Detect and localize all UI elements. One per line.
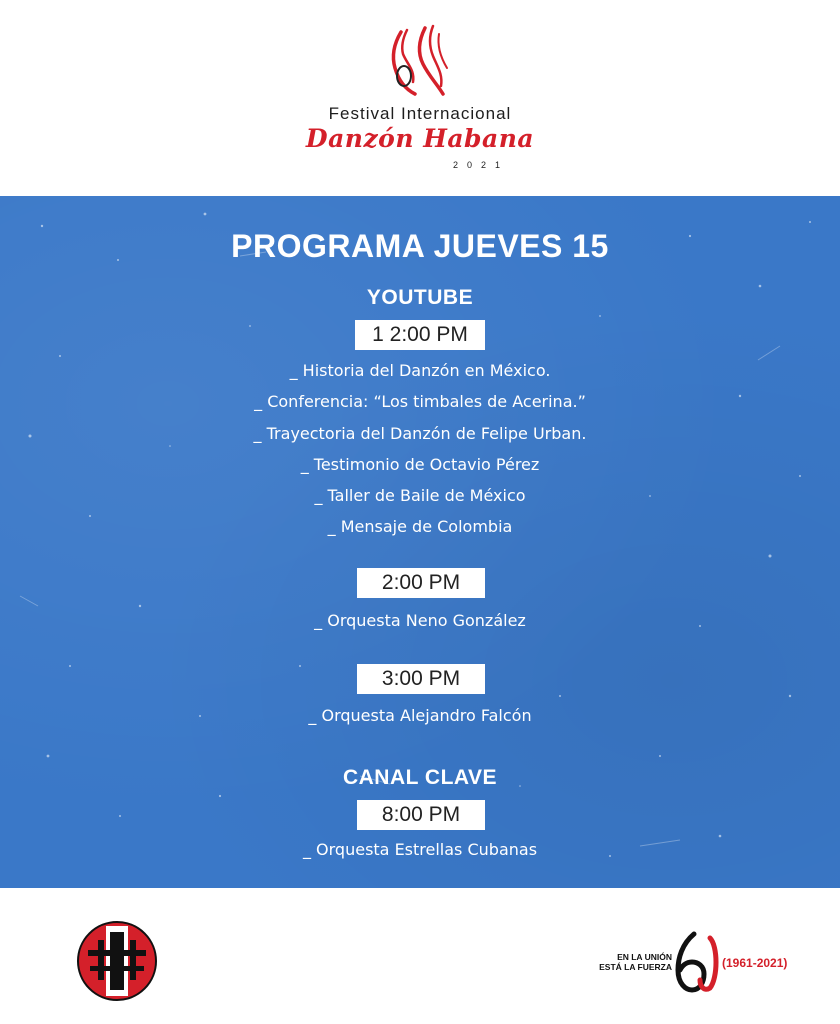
list-item: _ Orquesta Neno González: [314, 611, 526, 630]
list-item: _ Historia del Danzón en México.: [289, 361, 551, 380]
list-item: _ Orquesta Estrellas Cubanas: [302, 840, 538, 859]
festival-name-line2: Danzón Habana: [305, 124, 535, 153]
festival-year: 2021: [453, 160, 510, 170]
anniversary-years: (1961-2021): [722, 956, 788, 970]
festival-name-line1: Festival Internacional: [328, 104, 512, 123]
organization-logo-icon: [76, 920, 158, 1002]
header: [0, 0, 840, 196]
channel-youtube: YOUTUBE: [366, 286, 474, 309]
union-slogan-line1: EN LA UNIÓN: [617, 952, 672, 962]
list-item: _ Taller de Baile de México: [314, 486, 526, 505]
union-slogan-line2: ESTÁ LA FUERZA: [599, 962, 672, 972]
list-item: _ Trayectoria del Danzón de Felipe Urban.: [253, 424, 587, 443]
union-slogan: [584, 952, 672, 972]
time-slot-1200: 1 2:00 PM: [355, 320, 485, 350]
program-title: PROGRAMA JUEVES 15: [231, 228, 609, 264]
list-item: _ Orquesta Alejandro Falcón: [308, 706, 532, 725]
time-slot-200: 2:00 PM: [357, 568, 485, 598]
list-item: _ Testimonio de Octavio Pérez: [300, 455, 540, 474]
festival-logo-icon: [385, 24, 457, 100]
time-slot-800: 8:00 PM: [357, 800, 485, 830]
list-item: _ Mensaje de Colombia: [327, 517, 513, 536]
time-slot-300: 3:00 PM: [357, 664, 485, 694]
channel-canal-clave: CANAL CLAVE: [342, 766, 498, 789]
list-item: _ Conferencia: “Los timbales de Acerina.”: [254, 392, 586, 411]
sixty-anniversary-logo-icon: [674, 930, 720, 994]
